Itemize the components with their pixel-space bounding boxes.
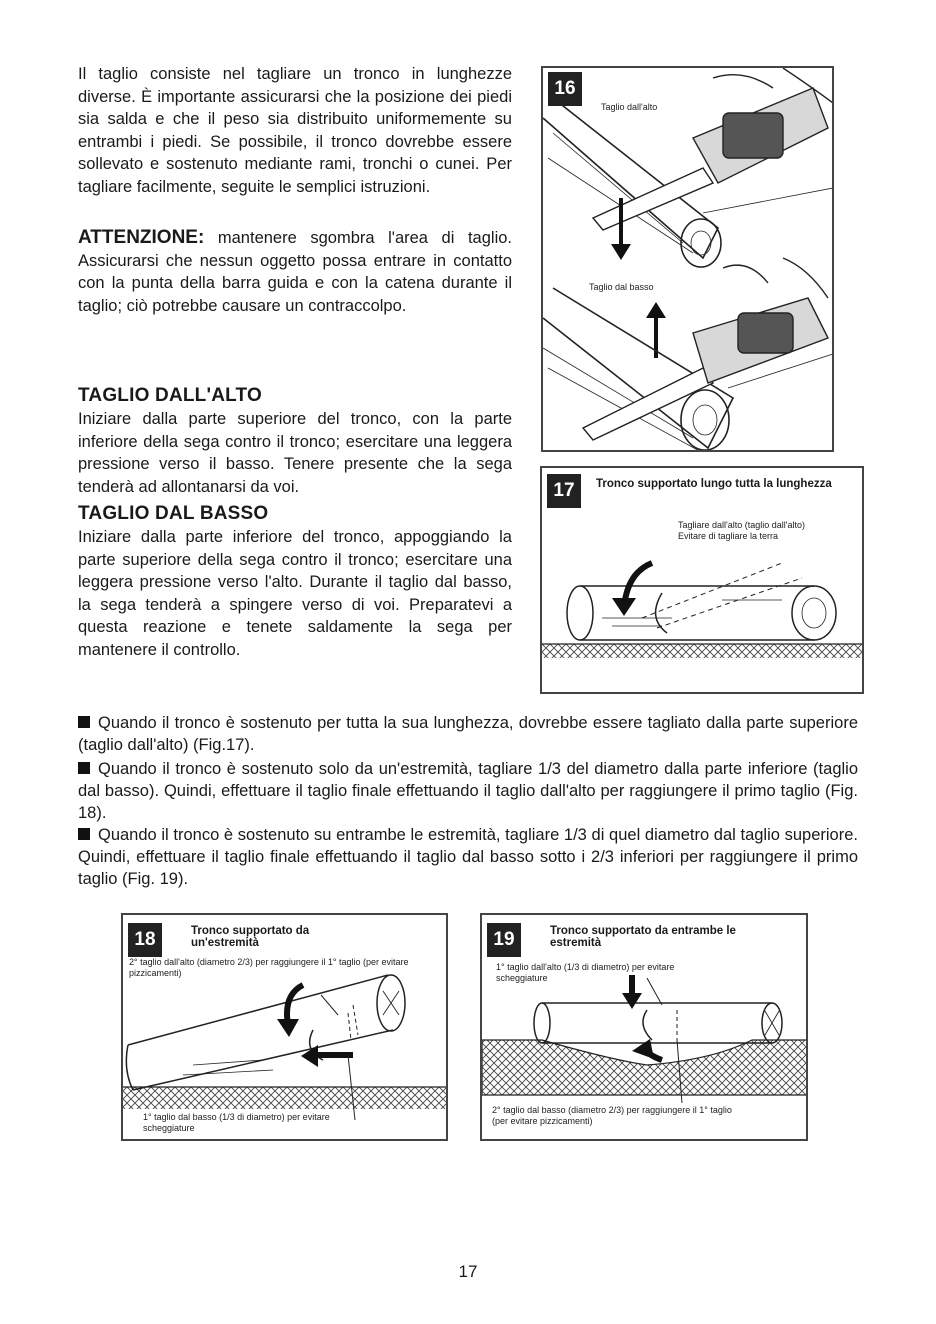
figure-17-title: Tronco supportato lungo tutta la lunghezza xyxy=(596,478,832,490)
figure-18-title-line1: Tronco supportato da xyxy=(191,925,310,937)
figure-16-label-top: Taglio dall'alto xyxy=(601,102,658,112)
figure-17-number: 17 xyxy=(547,474,581,508)
figure-19-title-line2: estremità xyxy=(550,937,602,949)
bullet-text-3: Quando il tronco è sostenuto su entrambe le estremità, tagliare 1/3 di quel diametro dal taglio superiore. Quindi, effettuare il taglio finale effettuando il taglio dal basso sotto i 2/3 inferiori per raggiungere il primo taglio (Fig. 19). xyxy=(78,826,858,888)
warning-lead: ATTENZIONE: xyxy=(78,227,205,248)
page-number: 17 xyxy=(458,1262,478,1281)
figure-19-title-line1: Tronco supportato da entrambe le xyxy=(550,925,736,937)
bullet-square-icon xyxy=(78,716,90,728)
figure-17-illustration xyxy=(542,468,864,694)
figure-19-number: 19 xyxy=(487,923,521,957)
section-bottom-title: TAGLIO DAL BASSO xyxy=(78,503,269,524)
figure-19-note-top-line1: 1° taglio dall'alto (1/3 di diametro) per evitare xyxy=(496,962,675,972)
figure-18-note-top: 2° taglio dall'alto (diametro 2/3) per raggiungere il 1° taglio (per evitare pizzicamenti) xyxy=(129,957,409,978)
section-top-title: TAGLIO DALL'ALTO xyxy=(78,385,262,406)
bullet-item-1 xyxy=(78,712,858,756)
warning-paragraph xyxy=(78,227,512,317)
figure-17-note-line2: Evitare di tagliare la terra xyxy=(678,531,779,541)
figure-18 xyxy=(121,913,448,1141)
figure-17 xyxy=(540,466,864,694)
figure-17-note-line1: Tagliare dall'alto (taglio dall'alto) xyxy=(678,520,806,530)
bullet-square-icon xyxy=(78,828,90,840)
intro-paragraph: Il taglio consiste nel tagliare un tronco in lunghezze diverse. È importante assicurarsi che la posizione dei piedi sia salda e che il peso sia distribuito uniformemente su entrambi i piedi. Se possibile, il tronco dovrebbe essere sollevato e sostenuto mediante rami, tronchi o cunei. Per tagliare facilmente, seguite le semplici istruzioni. xyxy=(78,65,512,196)
figure-16-illustration xyxy=(543,68,834,452)
warning-text: mantenere sgombra l'area di taglio. Assicurarsi che nessun oggetto possa entrare in contatto con la punta della barra guida e con la catena durante il taglio; ciò potrebbe causare un contraccolpo. xyxy=(78,229,512,315)
figure-18-illustration xyxy=(123,915,448,1141)
section-top-text: Iniziare dalla parte superiore del tronco, con la parte inferiore della sega contro il tronco; esercitare una leggera pressione verso il basso. Tenere presente che la sega tenderà ad allontanarsi da voi. xyxy=(78,410,512,496)
bullet-item-3 xyxy=(78,824,858,890)
figure-18-note-bottom-line1: 1° taglio dal basso (1/3 di diametro) per evitare xyxy=(143,1112,330,1122)
bullet-square-icon xyxy=(78,762,90,774)
figure-19-note-top-line2: scheggiature xyxy=(496,973,548,983)
figure-19 xyxy=(480,913,808,1141)
figure-16-label-bottom: Taglio dal basso xyxy=(589,282,654,292)
figure-19-note-bottom-line1: 2° taglio dal basso (diametro 2/3) per raggiungere il 1° taglio xyxy=(492,1105,732,1115)
section-bottom-text: Iniziare dalla parte inferiore del tronco, appoggiando la parte superiore della sega contro il tronco; esercitare una leggera pressione verso l'alto. Durante il taglio dal basso, la sega tenderà a spingere verso di voi. Preparatevi a questa reazione e tenete saldamente la sega per mantenere il controllo. xyxy=(78,528,512,659)
bullet-item-2 xyxy=(78,758,858,824)
bullet-text-2: Quando il tronco è sostenuto solo da un'estremità, tagliare 1/3 del diametro dalla parte inferiore (taglio dal basso). Quindi, effettuare il taglio finale effettuando il taglio dall'alto per raggiungere il primo taglio (Fig. 18). xyxy=(78,760,858,822)
figure-18-title-line2: un'estremità xyxy=(191,937,259,949)
figure-18-number: 18 xyxy=(128,923,162,957)
figure-16-number: 16 xyxy=(548,72,582,106)
figure-19-note-bottom-line2: (per evitare pizzicamenti) xyxy=(492,1116,593,1126)
figure-18-note-bottom-line2: scheggiature xyxy=(143,1123,195,1133)
bullet-text-1: Quando il tronco è sostenuto per tutta la sua lunghezza, dovrebbe essere tagliato dalla parte superiore (taglio dall'alto) (Fig.17). xyxy=(78,714,858,754)
figure-16 xyxy=(541,66,834,452)
